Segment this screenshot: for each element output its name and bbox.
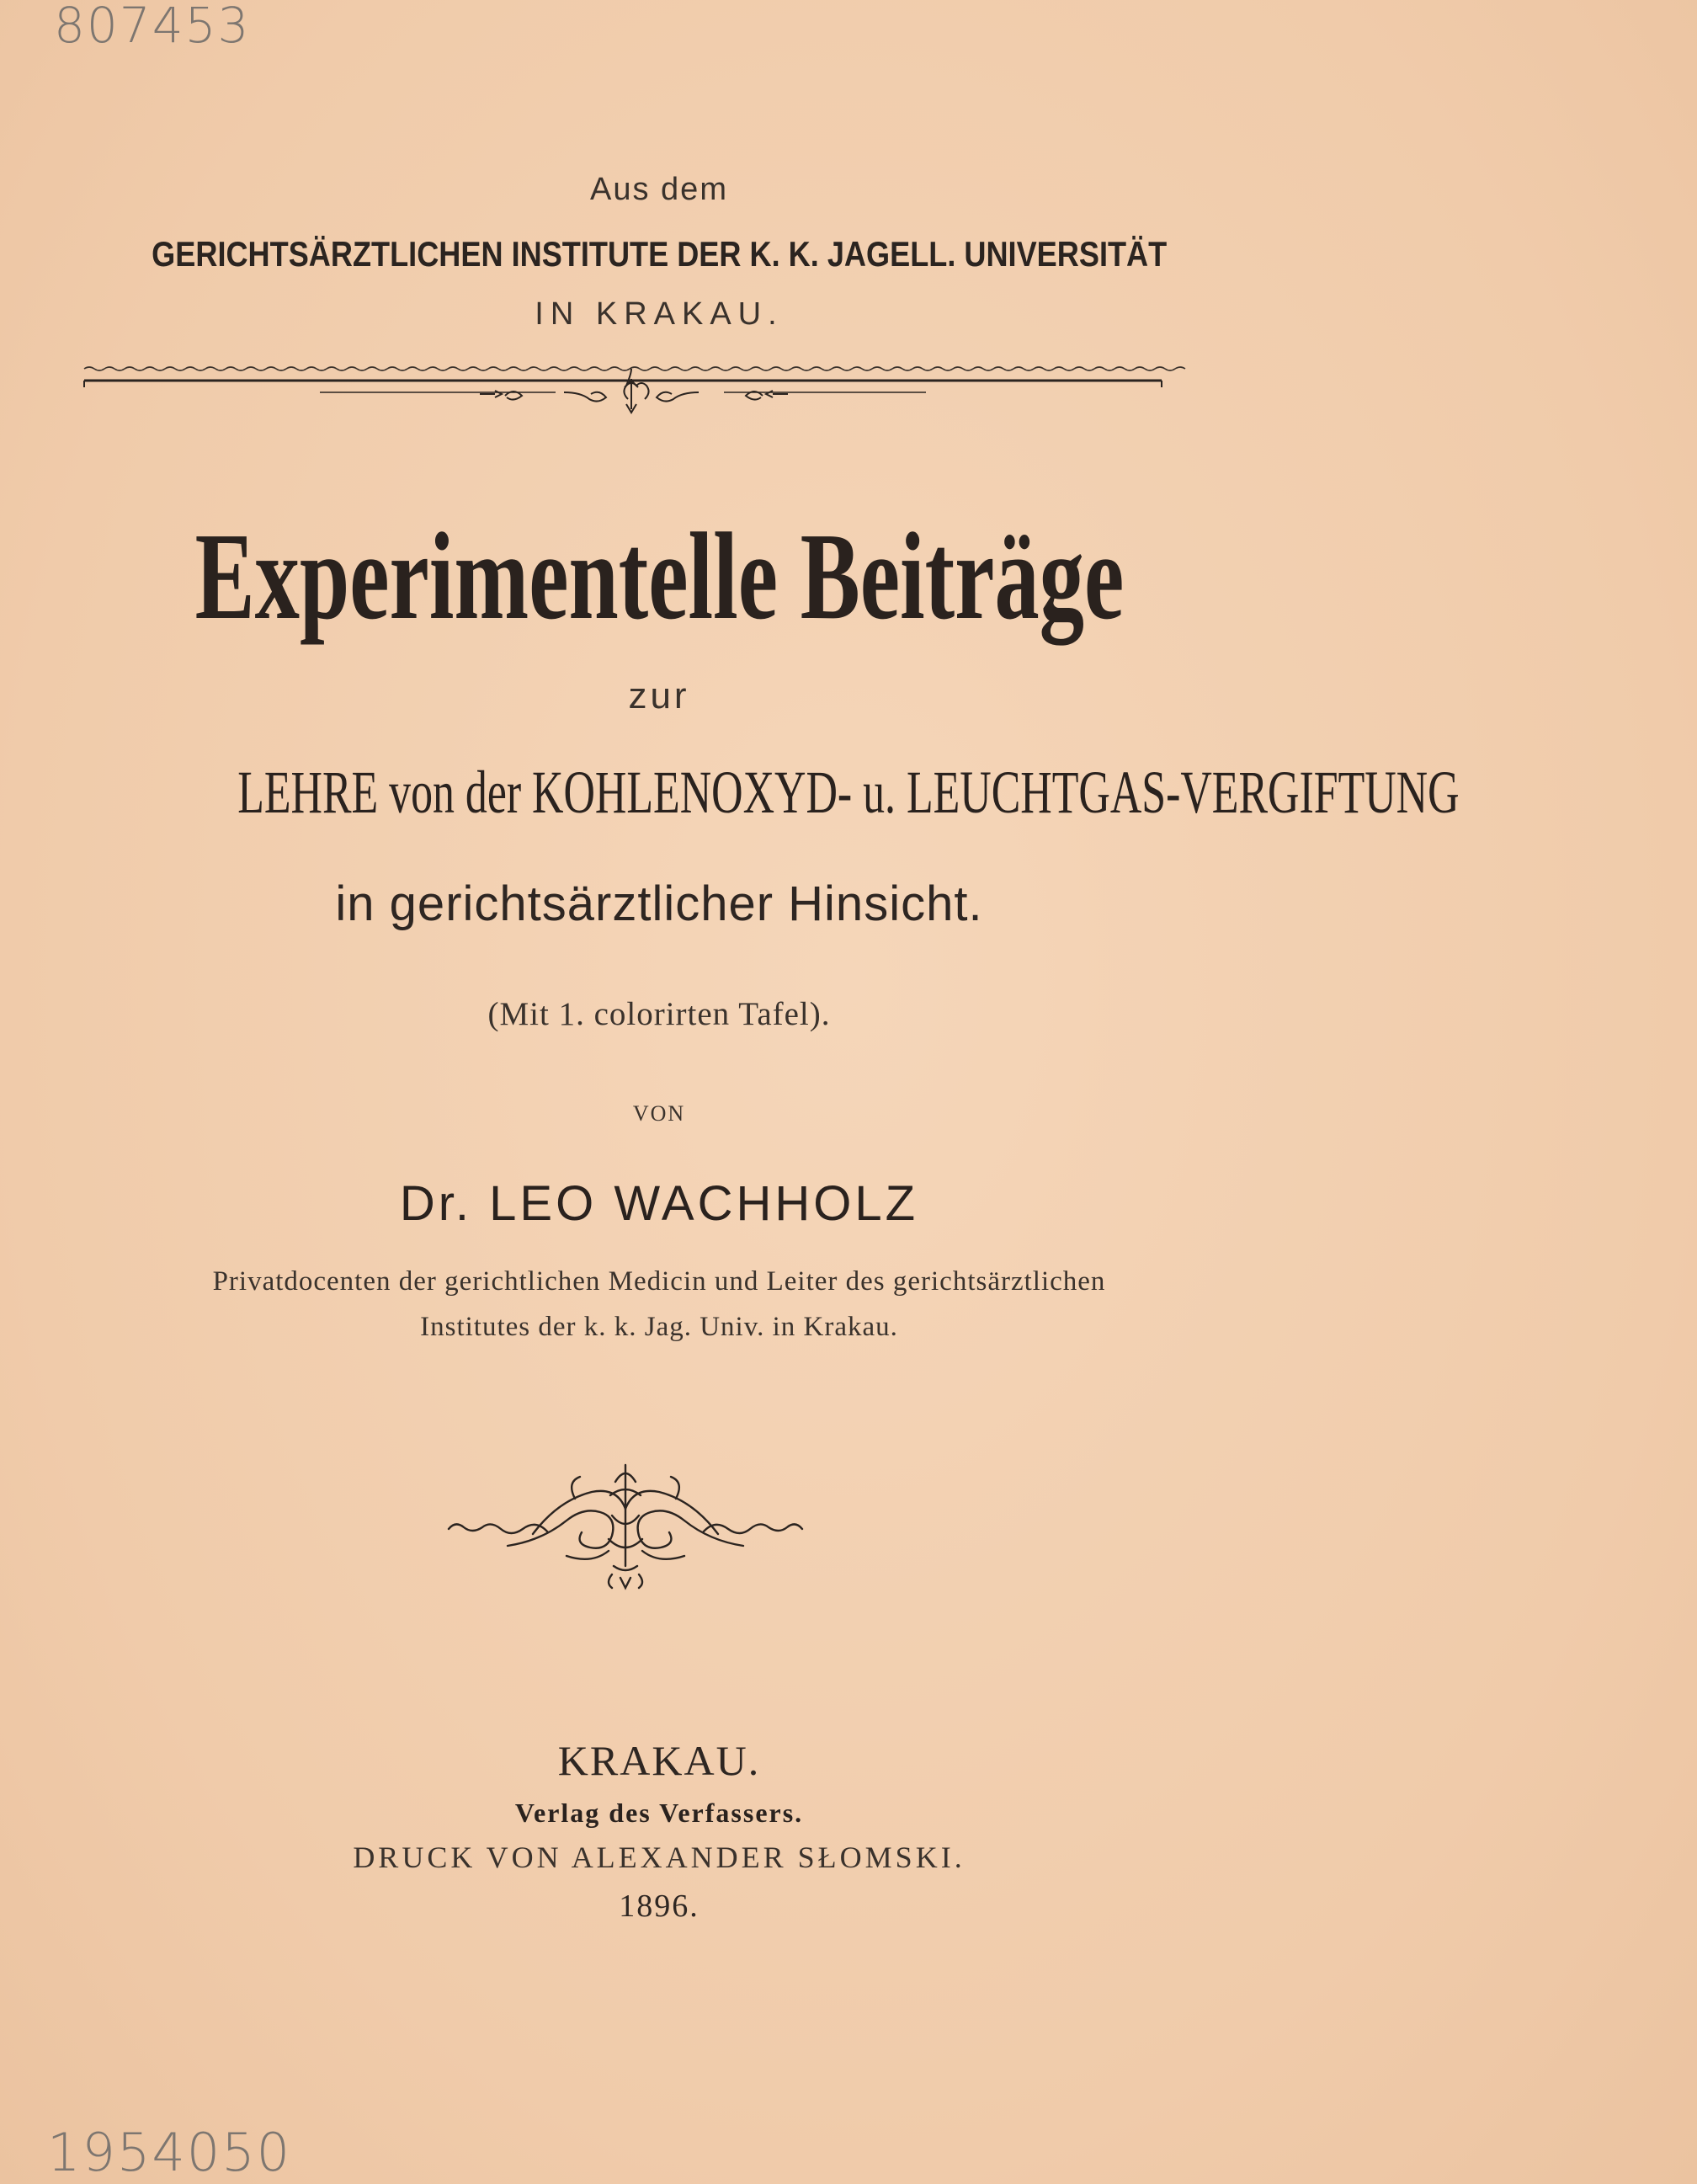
- accession-number-bottom: 1954050: [47, 2122, 292, 2183]
- imprint-publisher: Verlag des Verfassers.: [514, 1798, 804, 1828]
- author-affiliation-line1: Privatdocenten der gerichtlichen Medicin und Leiter des gerichtsärztlichen: [212, 1266, 1106, 1297]
- header-aus-dem: Aus dem: [590, 172, 728, 207]
- book-context: in gerichtsärztlicher Hinsicht.: [335, 876, 983, 931]
- title-connector: zur: [628, 675, 690, 716]
- accession-number-top: 807453: [54, 0, 251, 54]
- author-name: Dr. LEO WACHHOLZ: [399, 1176, 919, 1231]
- ornament-vignette: [440, 1457, 811, 1608]
- plates-note: (Mit 1. colorirten Tafel).: [487, 996, 831, 1032]
- book-subject-text: LEHRE von der KOHLENOXYD- u. LEUCHTGAS-VERGIFTUNG: [237, 759, 1460, 826]
- header-city: IN KRAKAU.: [535, 296, 784, 332]
- book-title: [0, 505, 1318, 648]
- imprint-printer: DRUCK VON ALEXANDER SŁOMSKI.: [353, 1840, 966, 1874]
- header-institute: [0, 234, 1318, 274]
- author-affiliation-line2: Institutes der k. k. Jag. Univ. in Krakau.: [420, 1312, 898, 1342]
- book-title-text: Experimentelle Beiträge: [194, 508, 1124, 646]
- header-institute-text: GERICHTSÄRZTLICHEN INSTITUTE DER K. K. JAGELL. UNIVERSITÄT: [151, 234, 1168, 274]
- imprint-place: KRAKAU.: [557, 1737, 761, 1784]
- book-subject: [0, 758, 1460, 828]
- decorative-rule: [0, 354, 1318, 429]
- author-by: VON: [632, 1101, 686, 1126]
- imprint-year: 1896.: [619, 1888, 700, 1924]
